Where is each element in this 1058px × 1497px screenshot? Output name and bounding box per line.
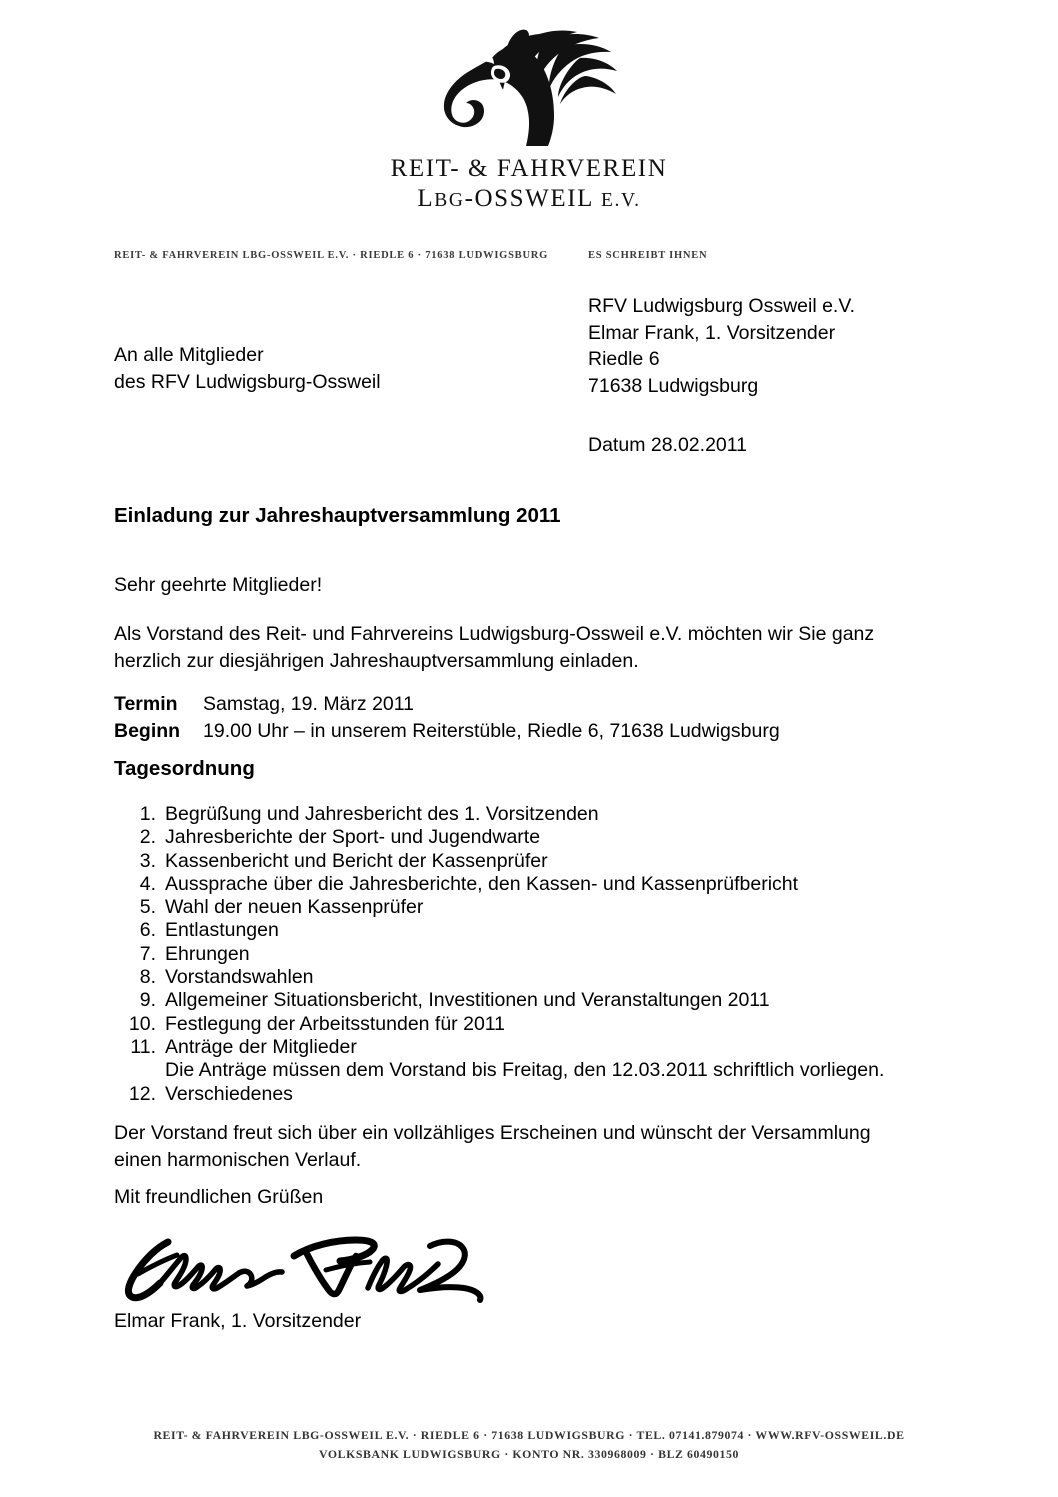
agenda-item-number: 6. (139, 919, 156, 942)
agenda-item-number: 11. (130, 1035, 156, 1058)
meta-label-beginn: Beginn (114, 719, 181, 742)
agenda-item-number: 12. (128, 1082, 156, 1105)
agenda-item-number: 5. (139, 896, 156, 919)
agenda-item (114, 919, 914, 942)
logo-wordmark (0, 154, 1058, 213)
agenda-item-number: 9. (139, 989, 156, 1012)
intro-paragraph: Als Vorstand des Reit- und Fahrvereins Ludwigsburg-Ossweil e.V. möchten wir Sie ganz herzlich zur diesjährigen Jahreshauptversammlung einladen. (114, 623, 875, 672)
sender-address-line-4: 71638 Ludwigsburg (588, 374, 759, 397)
page-title: Einladung zur Jahreshauptversammlung 2011 (114, 504, 561, 527)
agenda-list (114, 803, 914, 1106)
sender-address-line-3: Riedle 6 (588, 348, 660, 370)
agenda-item-subtext: Die Anträge müssen dem Vorstand bis Freitag, den 12.03.2011 schriftlich vorliegen. (165, 1059, 885, 1082)
agenda-item-text: Jahresberichte der Sport- und Jugendwarte (165, 826, 541, 849)
club-logo (0, 26, 1058, 213)
agenda-item-text: Begrüßung und Jahresbericht des 1. Vorsitzenden (165, 803, 599, 825)
meta-value-termin: Samstag, 19. März 2011 (203, 693, 414, 715)
agenda-item (114, 943, 914, 966)
signature-name: Elmar Frank, 1. Vorsitzender (114, 1310, 362, 1332)
agenda-item-text: Ehrungen (165, 942, 250, 965)
meta-label-termin: Termin (114, 693, 178, 715)
sender-strip-line: REIT- & FAHRVEREIN LBG-OSSWEIL E.V. · RIEDLE 6 · 71638 LUDWIGSBURG (114, 250, 549, 261)
event-meta-block (114, 691, 780, 744)
closing-paragraph: Der Vorstand freut sich über ein vollzähliges Erscheinen und wünscht der Versammlung einen harmonischen Verlauf. (114, 1122, 871, 1171)
agenda-item-number: 3. (139, 849, 156, 872)
agenda-item-number: 8. (139, 966, 156, 989)
logo-line-2: LBG-OSSWEIL E.V. (417, 184, 641, 212)
meta-row-beginn (114, 718, 780, 745)
footer-line-1: REIT- & FAHRVEREIN LBG-OSSWEIL E.V. · RIEDLE 6 · 71638 LUDWIGSBURG · TEL. 07141.879074 · WWW.RFV-OSSWEIL.DE (153, 1428, 905, 1442)
es-schreibt-ihnen-label: ES SCHREIBT IHNEN (588, 250, 708, 261)
agenda-heading: Tagesordnung (114, 757, 255, 780)
agenda-item-number: 10. (128, 1012, 156, 1035)
recipient-address-line-1: An alle Mitglieder (114, 344, 264, 366)
agenda-item-text: Festlegung der Arbeitsstunden für 2011 (165, 1012, 506, 1035)
salutation: Sehr geehrte Mitglieder! (114, 574, 323, 596)
agenda-item (114, 1036, 914, 1059)
agenda-item (114, 850, 914, 873)
regards-line: Mit freundlichen Grüßen (114, 1186, 324, 1208)
agenda-item (114, 966, 914, 989)
sender-address-line-2: Elmar Frank, 1. Vorsitzender (588, 321, 836, 344)
agenda-item (114, 826, 914, 849)
agenda-item (114, 989, 914, 1012)
logo-line-1: REIT- & FAHRVEREIN (390, 155, 668, 182)
agenda-item-number: 2. (139, 826, 156, 849)
meta-row-termin (114, 691, 780, 718)
recipient-address-block (114, 342, 381, 395)
agenda-item-number: 7. (139, 942, 156, 965)
sender-address-block (588, 293, 855, 399)
agenda-item-text: Wahl der neuen Kassenprüfer (165, 896, 424, 919)
agenda-item (114, 873, 914, 896)
agenda-item-text: Kassenbericht und Bericht der Kassenprüfer (165, 849, 548, 872)
handwritten-signature (120, 1234, 490, 1309)
agenda-item-number: 4. (139, 872, 156, 895)
agenda-item-text: Vorstandswahlen (165, 966, 314, 989)
agenda-item-text: Entlastungen (165, 919, 279, 942)
agenda-item-text: Allgemeiner Situationsbericht, Investitionen und Veranstaltungen 2011 (165, 989, 770, 1012)
horse-head-icon (434, 26, 624, 148)
page-footer (0, 1426, 1058, 1464)
agenda-item (114, 1013, 914, 1036)
agenda-item-text: Anträge der Mitglieder (165, 1035, 357, 1058)
footer-line-2: VOLKSBANK LUDWIGSBURG · KONTO NR. 330968009 · BLZ 60490150 (318, 1447, 740, 1461)
agenda-item (114, 896, 914, 919)
agenda-item (114, 1083, 914, 1106)
date-line: Datum 28.02.2011 (588, 434, 747, 456)
agenda-item (114, 803, 914, 826)
meta-value-beginn: 19.00 Uhr – in unserem Reiterstüble, Riedle 6, 71638 Ludwigsburg (203, 719, 780, 742)
recipient-address-line-2: des RFV Ludwigsburg-Ossweil (114, 370, 381, 393)
agenda-item-text: Aussprache über die Jahresberichte, den Kassen- und Kassenprüfbericht (165, 872, 799, 895)
agenda-item-text: Verschiedenes (165, 1082, 293, 1105)
sender-address-line-1: RFV Ludwigsburg Ossweil e.V. (588, 295, 855, 317)
agenda-item-number: 1. (139, 803, 156, 825)
